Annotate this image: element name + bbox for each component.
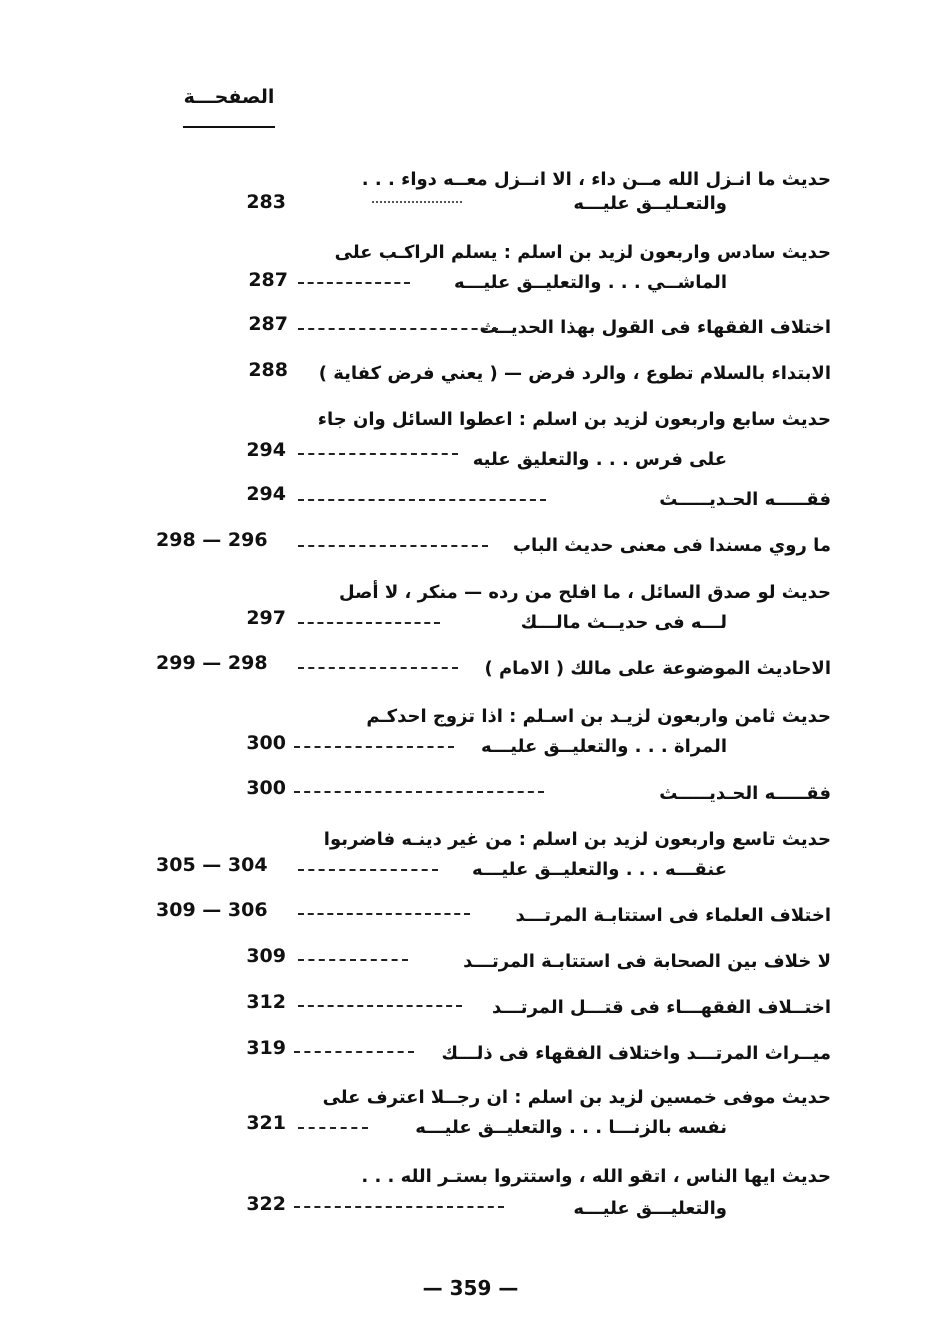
leader-dashes: [294, 791, 544, 793]
toc-entry: [0, 704, 941, 764]
page-number: 319: [246, 1037, 286, 1059]
leader-dashes: [298, 1127, 368, 1129]
entry-title-line: اختلاف العلماء فى استتابـة المرتـــد: [515, 905, 831, 926]
entry-title-line: حديث ثامن واربعون لزيـد بن اسـلم : اذا تزوج احدكـم: [366, 706, 831, 727]
entry-title-line: لـــه فى حديــث مالـــك: [520, 612, 727, 633]
leader-dashes: [298, 499, 546, 501]
page-number: 296 — 298: [156, 529, 268, 551]
entry-title-line: عنقـــه . . . والتعليــق عليـــه: [471, 859, 727, 880]
entry-title-line: الاحاديث الموضوعة على مالك ( الامام ): [484, 658, 831, 679]
entry-title-line: حديث سابع واربعون لزيد بن اسلم : اعطوا السائل وان جاء: [317, 409, 831, 430]
toc-entry: [0, 167, 941, 227]
leader-dashes: [294, 746, 454, 748]
entry-title-line: المراة . . . والتعليــق عليـــه: [480, 736, 727, 757]
entry-title-line: حديث لو صدق السائل ، ما افلح من رده — منكر ، لا أصل: [338, 582, 831, 603]
page-number: 288: [248, 359, 288, 381]
page-footer-number: — 359 —: [422, 1276, 519, 1300]
leader-dashes: [298, 282, 410, 284]
toc-entry: [0, 1085, 941, 1145]
entry-title-line: حديث ايها الناس ، اتقو الله ، واستتروا بستـر الله . . .: [361, 1166, 831, 1187]
page-number: 304 — 305: [156, 854, 268, 876]
entry-title-line: حديث سادس واربعون لزيد بن اسلم : يسلم الراكـب على: [334, 242, 831, 263]
entry-title-line: فقـــــه الحـديـــــث: [659, 783, 831, 804]
leader-dashes: [298, 328, 498, 330]
entry-title-line: حديث تاسع واربعون لزيد بن اسلم : من غير دينـه فاضربوا: [323, 829, 831, 850]
entry-title-line: ميــراث المرتـــد واختلاف الفقهاء فى ذلـــك: [441, 1043, 831, 1064]
entry-title-line: نفسه بالزنـــا . . . والتعليــق عليـــه: [415, 1117, 727, 1138]
entry-title-line: اختــلاف الفقهـــاء فى قتـــل المرتـــد: [491, 997, 831, 1018]
entry-title-line: ما روي مسندا فى معنى حديث الباب: [512, 535, 831, 556]
entry-title-line: الماشــي . . . والتعليــق عليـــه: [453, 272, 727, 293]
entry-title-line: حديث ما انـزل الله مــن داء ، الا انــزل معــه دواء . . .: [361, 169, 831, 190]
page-number: 322: [246, 1193, 286, 1215]
leader-dashes: [298, 545, 488, 547]
entry-title-line: والتعـليــق عليـــه: [573, 193, 727, 214]
entry-title-line: فقـــــه الحـديـــــث: [659, 489, 831, 510]
leader-dashes: [298, 622, 440, 624]
entry-title-line: والتعليـــق عليـــه: [573, 1198, 727, 1219]
leader-dashes: [298, 453, 458, 455]
leader-dashes: [294, 1206, 504, 1208]
page-number: 283: [246, 191, 286, 213]
leader-dashes: [298, 869, 438, 871]
page-number: 300: [246, 732, 286, 754]
entry-title-line: لا خلاف بين الصحابة فى استتابـة المرتـــد: [463, 951, 831, 972]
entry-title-line: حديث موفى خمسين لزيد بن اسلم : ان رجــلا اعترف على: [322, 1087, 831, 1108]
leader-dashes: [298, 913, 470, 915]
header-underline: [183, 126, 275, 128]
leader-dashes: [294, 1051, 414, 1053]
leader-dashes: [298, 959, 408, 961]
leader-dots: [372, 201, 462, 203]
toc-entry: [0, 240, 941, 300]
page-number: 287: [248, 313, 288, 335]
toc-entry: [0, 407, 941, 470]
page-number: 309: [246, 945, 286, 967]
leader-dashes: [298, 1005, 462, 1007]
page-number: 312: [246, 991, 286, 1013]
page-number: 294: [246, 483, 286, 505]
toc-entry: [0, 1164, 941, 1224]
entry-title-line: الابتداء بالسلام تطوع ، والرد فرض — ( يعني فرض كفاية ): [318, 363, 831, 384]
toc-entry: [0, 580, 941, 640]
page-number: 321: [246, 1112, 286, 1134]
entry-title-line: اختلاف الفقهاء فى القول بهذا الحديــث: [479, 317, 831, 338]
page-number: 306 — 309: [156, 899, 268, 921]
page-number: 300: [246, 777, 286, 799]
leader-dashes: [298, 667, 458, 669]
page-number: 298 — 299: [156, 652, 268, 674]
toc-entry: [0, 827, 941, 887]
page-number: 297: [246, 607, 286, 629]
entry-title-line: على فرس . . . والتعليق عليه: [472, 449, 727, 470]
toc-header: الصفحـــة: [183, 86, 275, 108]
page-number: 287: [248, 269, 288, 291]
page-number: 294: [246, 439, 286, 461]
